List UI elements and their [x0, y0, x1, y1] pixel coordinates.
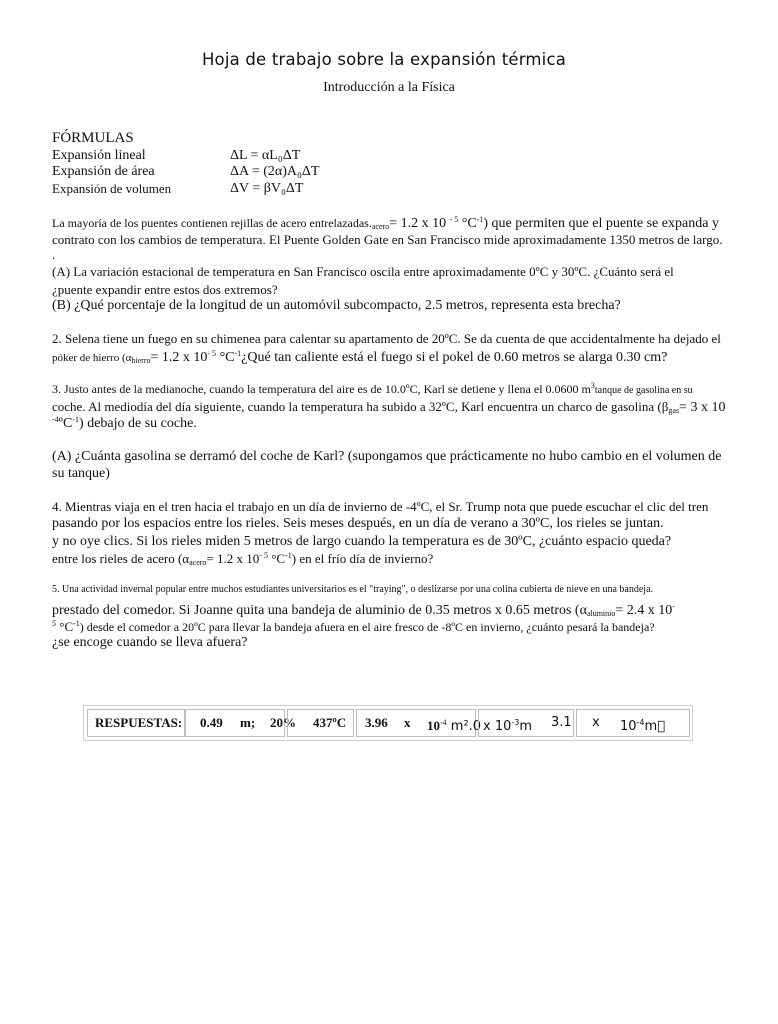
page-title: Hoja de trabajo sobre la expansión térmica [201, 50, 567, 69]
question-1a-line-2: ¿puente expandir entre estos dos extremos? [52, 282, 278, 297]
problem-4-line-2: pasando por los espacios entre los rieles. Seis meses después, en un día de verano a 30ºC, los rieles se juntan. [52, 516, 664, 531]
answer-3-cell: 3.96 x $10^{-4}$ m².0 [356, 709, 476, 737]
question-1a-line-1: (A) La variación estacional de temperatura en San Francisco oscila entre aproximadamente 0ºC y 30ºC. ¿Cuánto será el [52, 264, 674, 279]
question-1b: (B) ¿Qué porcentaje de la longitud de un automóvil subcompacto, 2.5 metros, representa esta brecha? [52, 298, 621, 313]
problem-4-line-4: entre los rieles de acero ($\alpha_{acero}= 1.2$ x $10^{- 5}$ $^\circ C^{-1}$) en el frío día de invierno? [52, 551, 434, 567]
formula-linear: ΔL = αL₀ΔT [230, 148, 301, 163]
problem-5-line-4: ¿se encoge cuando se lleva afuera? [52, 635, 248, 650]
answer-5-cell: x $10^{-4}m$ [576, 709, 690, 737]
intro-dot: . [52, 247, 56, 262]
formula-label-area: Expansión de área [52, 164, 155, 179]
problem-5-line-2: prestado del comedor. Si Joanne quita una bandeja de aluminio de 0.35 metros x 0.65 metros ($\alpha_{aluminio}= 2.4$ x 10- [52, 602, 675, 618]
problem-3-line-2: coche. Al mediodía del día siguiente, cuando la temperatura ha subido a 32ºC, Karl encuentra un charco de gasolina ($\beta_{gas}= 3$ x 10 [52, 399, 726, 415]
question-3a-line-2: su tanque) [52, 466, 110, 481]
answer-2-cell: 437ºC [287, 709, 354, 737]
problem-3-line-1: 3. Justo antes de la medianoche, cuando la temperatura del aire es de 10.0ºC, Karl se detiene y llena el 0.0600 $m^3tanque$ de gasolina en su [52, 381, 693, 396]
formula-volume: ΔV = βV₀ΔT [230, 181, 304, 196]
page-subtitle: Introducción a la Física [323, 80, 455, 95]
problem-4-line-3: y no oye clics. Si los rieles miden 5 metros de largo cuando la temperatura es de 30ºC, ¿cuánto espacio queda? [52, 534, 672, 549]
problem-5-line-3: $^5$ $^\circ C^{-1}$) desde el comedor a 20ºC para llevar la bandeja afuera en el aire fresco de -8ºC en invierno, ¿cuánto pesará la bandeja? [52, 619, 655, 634]
answer-1-cell: 0.49 m; 20% [185, 709, 285, 737]
formula-area: ΔA = (2α)A₀ΔT [230, 164, 320, 179]
problem-3-line-3: $^{-4}$ºC$^{-1}$) debajo de su coche. [52, 415, 197, 431]
intro-line-1: La mayoría de los puentes contienen rejillas de acero $entrelazadas._{acero}= 1.2$ x 10 $^{- 5}$ $^\circ C^{-1}$) que permiten que el puente se expanda y [52, 215, 719, 231]
answers-label-cell: RESPUESTAS: [87, 709, 185, 737]
problem-2-line-1: 2. Selena tiene un fuego en su chimenea para calentar su apartamento de 20ºC. Se da cuenta de que accidentalmente ha dejado el [52, 331, 721, 346]
answer-4-cell: x $10^{-3}m$ 3.1 [478, 709, 574, 737]
formula-label-linear: Expansión lineal [52, 148, 146, 163]
answers-table [83, 705, 693, 741]
problem-4-line-1: 4. Mientras viaja en el tren hacia el trabajo en un día de invierno de -4ºC, el Sr. Trump nota que puede escuchar el clic del tren [52, 499, 709, 514]
problem-5-line-1: 5. Una actividad invernal popular entre muchos estudiantes universitarios es el "traying", o deslizarse por una colina cubierta de nieve en una bandeja. [52, 584, 654, 595]
question-3a-line-1: (A) ¿Cuánta gasolina se derramó del coche de Karl? (supongamos que prácticamente no hubo cambio en el volumen de [52, 449, 722, 464]
formula-label-volume: Expansión de volumen [52, 181, 172, 196]
intro-line-2: contrato con los cambios de temperatura. El Puente Golden Gate en San Francisco mide aproximadamente 1350 metros de largo. [52, 232, 723, 247]
formulas-heading: FÓRMULAS [52, 130, 134, 146]
problem-2-line-2: póker de hierro ($\alpha_{hierro}= 1.2$ x $10^{- 5}$ $^\circ C^{-1}¿Qué$ tan caliente está el fuego si el pokel de 0.60 metros se alarga 0.30 cm? [52, 349, 668, 365]
